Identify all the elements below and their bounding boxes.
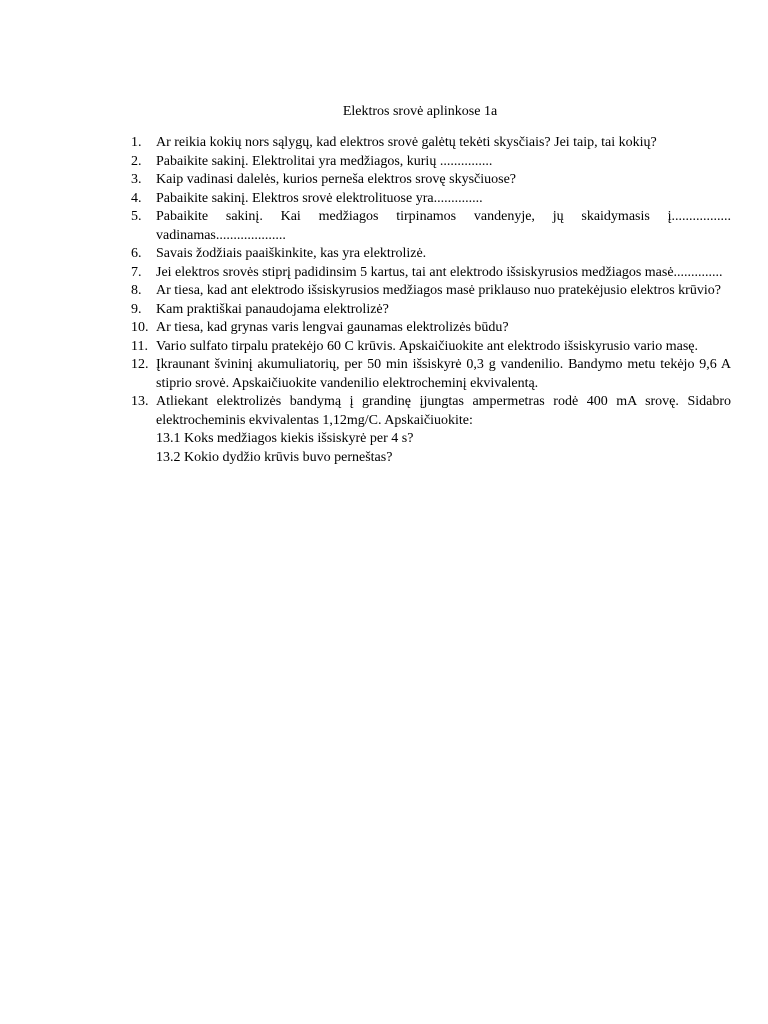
subquestion-text: 13.1 Koks medžiagos kiekis išsiskyrė per 4 s? bbox=[156, 431, 414, 446]
question-text: Pabaikite sakinį. Kai medžiagos tirpinamos vandenyje, jų skaidymasis į................. vadinamas.................... bbox=[156, 209, 731, 243]
page-title: Elektros srovė aplinkose 1a bbox=[342, 104, 498, 119]
question-number: 3. bbox=[131, 172, 142, 187]
list-item bbox=[131, 208, 731, 245]
question-text: Kaip vadinasi dalelės, kurios perneša elektros srovę skysčiuose? bbox=[156, 172, 517, 187]
question-text: Įkraunant švininį akumuliatorių, per 50 min išsiskyrė 0,3 g vandenilio. Bandymo metu tekėjo 9,6 A stiprio srovė. Apskaičiuokite vandenilio elektrocheminį ekvivalentą. bbox=[156, 357, 731, 391]
question-text: Ar tiesa, kad grynas varis lengvai gaunamas elektrolizės būdu? bbox=[156, 320, 509, 335]
question-number: 2. bbox=[131, 153, 142, 169]
question-text: Ar reikia kokių nors sąlygų, kad elektros srovė galėtų tekėti skysčiais? Jei taip, tai kokių? bbox=[156, 135, 657, 150]
question-number: 5. bbox=[131, 209, 142, 224]
question-text: Ar tiesa, kad ant elektrodo išsiskyrusios medžiagos masė priklauso nuo pratekėjusio elektros krūvio? bbox=[156, 283, 721, 298]
list-item bbox=[131, 338, 731, 357]
question-text: Pabaikite sakinį. Elektrolitai yra medžiagos, kurių ............... bbox=[156, 153, 493, 169]
list-item bbox=[131, 264, 731, 283]
question-text: Kam praktiškai panaudojama elektrolizė? bbox=[156, 301, 389, 317]
list-item bbox=[131, 356, 731, 393]
question-text-block bbox=[156, 393, 731, 467]
question-list bbox=[131, 134, 731, 467]
question-number: 4. bbox=[131, 190, 142, 206]
question-number: 7. bbox=[131, 264, 142, 280]
question-number: 13. bbox=[131, 394, 149, 409]
list-item bbox=[131, 153, 731, 172]
subquestion-text: 13.2 Kokio dydžio krūvis buvo perneštas? bbox=[156, 449, 393, 465]
list-item bbox=[131, 245, 731, 264]
list-item bbox=[131, 282, 731, 301]
question-text: Vario sulfato tirpalu pratekėjo 60 C krūvis. Apskaičiuokite ant elektrodo išsiskyrusio vario masę. bbox=[156, 338, 699, 354]
question-number: 1. bbox=[131, 135, 142, 150]
question-text: Pabaikite sakinį. Elektros srovė elektrolituose yra.............. bbox=[156, 190, 483, 206]
list-item bbox=[131, 190, 731, 209]
question-text: Atliekant elektrolizės bandymą į grandinę įjungtas ampermetras rodė 400 mA srovę. Sidabro elektrocheminis ekvivalentas 1,12mg/C. Apskaičiuokite: bbox=[156, 394, 731, 428]
question-number: 9. bbox=[131, 301, 142, 317]
question-text: Savais žodžiais paaiškinkite, kas yra elektrolizė. bbox=[156, 246, 427, 261]
list-item bbox=[131, 134, 731, 153]
list-item bbox=[131, 393, 731, 467]
question-number: 11. bbox=[131, 338, 148, 354]
question-text: Jei elektros srovės stiprį padidinsim 5 kartus, tai ant elektrodo išsiskyrusios medžiagos masė.............. bbox=[156, 264, 723, 280]
list-item bbox=[131, 319, 731, 338]
list-item bbox=[131, 171, 731, 190]
question-number: 10. bbox=[131, 320, 149, 335]
list-item bbox=[131, 301, 731, 320]
question-number: 12. bbox=[131, 357, 149, 372]
question-number: 6. bbox=[131, 246, 142, 261]
question-number: 8. bbox=[131, 283, 142, 298]
